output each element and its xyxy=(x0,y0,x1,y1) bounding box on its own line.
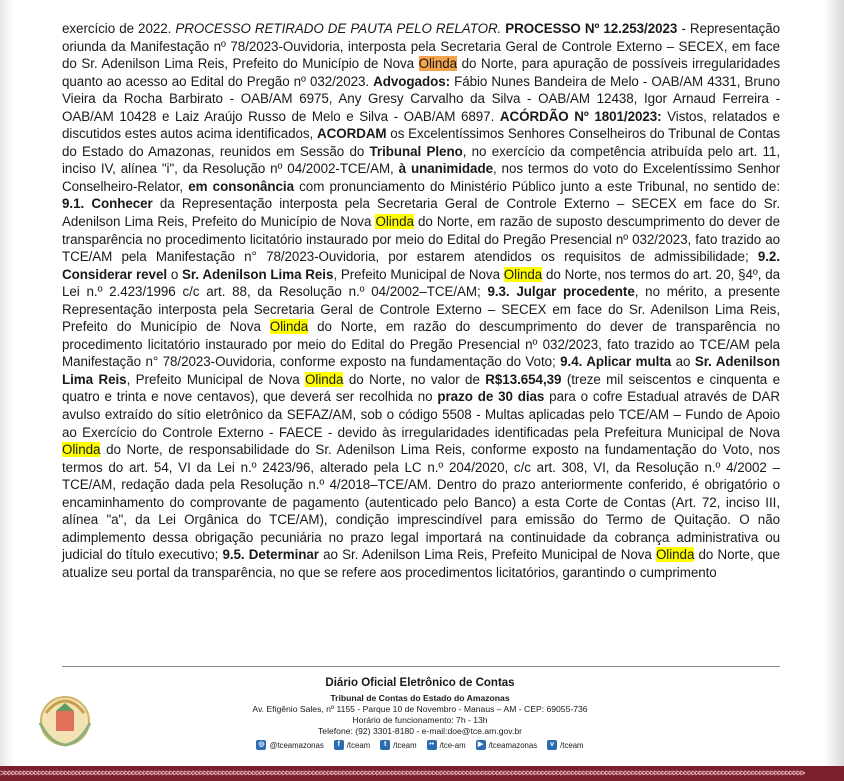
social-label: /tceam xyxy=(393,740,417,750)
text-segment: 9.2. Considerar revel xyxy=(62,249,780,282)
document-body xyxy=(62,20,780,582)
text-segment: Fábio Nunes Bandeira de Melo - OAB/AM 4331, Bruno Vieira da Rocha Barbirato - OAB/AM 6975, Any Gresy Carvalho da Silva - OAB/AM 12438, Igor Arnaud Ferreira - OAB/AM 10428 e Laiz Araújo Russo de Melo e Silva - OAB/AM 6897. xyxy=(62,73,781,124)
text-segment: Olinda xyxy=(269,319,309,335)
text-segment: para o cofre Estadual através de DAR avulso extraído do sítio eletrônico da SEFAZ/AM, sob o código 5508 - Multas aplicadas pelo TCE/AM – Fundo de Apoio ao Exercício do Controle Externo - FAECE - devido às irregularidades identificadas pela Prefeitura Municipal de Nova xyxy=(62,389,780,440)
text-segment: do Norte, em razão de suposto descumprimento do dever de transparência no procedimento licitatório instaurado por meio do Edital do Pregão Presencial nº 032/2023, fato trazido ao TCE/AM pela Manifestação n° 78/2023-Ouvidoria, por estarem atendidos os requisitos de admissibilidade; xyxy=(62,214,780,265)
flickr-icon: •• xyxy=(427,740,437,750)
text-segment: Vistos, relatados e discutidos estes autos acima identificados, xyxy=(62,108,780,142)
text-segment: os Excelentíssimos Senhores Conselheiros do Tribunal de Contas do Estado do Amazonas, reunidos em Sessão do xyxy=(62,126,780,159)
text-segment: , no mérito, a presente Representação interposta pela Secretaria Geral de Controle Externo – SECEX em face do Sr. Adenilson Lima Reis, Prefeito do Município de Nova xyxy=(62,284,780,335)
text-segment: do Norte, de responsabilidade do Sr. Adenilson Lima Reis, conforme exposto na fundamentação do Voto, nos termos do art. 54, VI da Lei n.º 2423/96, alterado pela LC n.º 204/2020, c/c art. 308, VI, da Resolução n.º 4/2002 – TCE/AM, redação dada pela Resolução n.º 4/2018–TCE/AM. Dentro do prazo anteriormente conferido, é obrigatório o encaminhamento do comprovante de pagamento (autenticado pelo Banco) a esta Corte de Contas (Art. 72, inciso III, alínea "a", da Lei Orgânica do TCE/AM), condição imprescindível para emissão do Termo de Quitação. O não adimplemento dessa obrigação pecuniária no prazo legal importará na continuidade da cobrança administrativa ou judicial do título executivo; xyxy=(62,442,780,563)
text-segment: Sr. Adenilson Lima Reis xyxy=(62,354,780,387)
text-segment: ao xyxy=(671,354,695,370)
text-segment: ACÓRDÃO Nº 1801/2023: xyxy=(499,108,662,124)
text-segment: , Prefeito Municipal de Nova xyxy=(126,371,306,387)
text-segment: PROCESSO RETIRADO DE PAUTA PELO RELATOR. xyxy=(175,21,502,36)
social-label: @tceamazonas xyxy=(269,740,324,750)
text-segment: (treze mil seiscentos e cinquenta e quatro e trinta e nove centavos), que deverá ser recolhida no xyxy=(62,371,780,405)
text-segment: do Norte, no valor de xyxy=(343,371,486,387)
social-link[interactable] xyxy=(256,740,323,750)
text-segment: , Prefeito Municipal de Nova xyxy=(333,266,504,282)
footer-contact: Telefone: (92) 3301-8180 - e-mail:doe@tce.am.gov.br xyxy=(318,726,522,736)
text-segment: 9.4. Aplicar multa xyxy=(560,354,672,370)
social-label: /tceam xyxy=(346,740,371,750)
text-segment: Sr. Adenilson Lima Reis xyxy=(182,266,334,282)
text-segment: da Representação interposta pela Secretaria Geral de Controle Externo – SECEX em face do Sr. Adenilson Lima Reis, Prefeito do Município de Nova xyxy=(62,196,780,230)
social-links xyxy=(210,740,630,750)
footer-address: Av. Efigênio Sales, nº 1155 - Parque 10 de Novembro - Manaus – AM - CEP: 69055-736 xyxy=(252,704,588,714)
text-segment: 9.3. Julgar procedente xyxy=(487,284,635,300)
text-segment: do Norte, que atualize seu portal da transparência, no que se refere aos procedimentos licitatórios, garantindo o cumprimento xyxy=(62,547,780,580)
tce-seal-icon xyxy=(30,683,100,753)
footer-divider xyxy=(62,666,780,667)
text-segment: 9.1. Conhecer xyxy=(62,196,153,212)
footer xyxy=(210,677,630,750)
text-segment: do Norte, nos termos do art. 20, §4º, da Lei n.º 2.423/1996 c/c art. 88, da Resolução n.º 04/2002–TCE/AM; xyxy=(62,266,780,300)
footer-hours: Horário de funcionamento: 7h - 13h xyxy=(352,715,488,725)
footer-org: Tribunal de Contas do Estado do Amazonas xyxy=(330,693,510,703)
text-segment: Olinda xyxy=(305,371,344,387)
social-link[interactable] xyxy=(476,740,538,750)
social-label: /tceamazonas xyxy=(488,740,538,750)
text-segment: ao Sr. Adenilson Lima Reis, Prefeito Municipal de Nova xyxy=(318,547,656,563)
text-segment: , no exercício da competência atribuída pelo art. 11, inciso IV, alínea "i", da Resolução nº 04/2002-TCE/AM, xyxy=(62,143,780,177)
text-segment: R$13.654,39 xyxy=(485,371,562,387)
text-segment: ACORDAM xyxy=(316,126,387,142)
social-link[interactable] xyxy=(334,740,370,750)
page-shadow-right xyxy=(824,0,844,781)
text-segment: - Representação oriunda da Manifestação nº 78/2023-Ouvidoria, interposta pela Secretaria Geral de Controle Externo – SECEX, em face do Sr. Adenilson Lima Reis, Prefeito do Município de Nova xyxy=(62,21,780,72)
text-segment: com pronunciamento do Ministério Público junto a este Tribunal, no sentido de: xyxy=(293,178,780,194)
social-link[interactable] xyxy=(380,740,416,750)
social-link[interactable] xyxy=(547,740,583,750)
instagram-icon: ◎ xyxy=(258,741,265,748)
social-label: /tce-am xyxy=(439,740,466,750)
text-segment: exercício de 2022. xyxy=(62,21,176,36)
text-segment: Olinda xyxy=(375,214,414,230)
text-segment: Tribunal Pleno xyxy=(369,143,463,159)
bottom-decorative-band: >>>>>>>>>>>>>>>>>>>>>>>>>>>>>>>>>>>>>>>>>>>>>>>>>>>>>>>>>>>>>>>>>>>>>>>>>>>>>>>>>>>>>>>>>>>>>>>>>>>>>>>>>>>>>>>>>>>>>>>>>>>>>>>>>>>>>>>>>>>>>>>>>>>>>>>>>>>>>>>>>>>>>>>>>>>>>>>>>>>>>>>>>>>>>>>>>>>>>>>>>>>>>>>>>>>>>> xyxy=(0,766,844,781)
text-segment: Olinda xyxy=(655,547,695,563)
text-segment: à unanimidade xyxy=(398,161,493,177)
text-segment: em consonância xyxy=(188,178,294,194)
text-segment: Olinda xyxy=(62,442,101,458)
text-segment: Olinda xyxy=(503,266,543,282)
vimeo-icon: v xyxy=(547,740,557,750)
youtube-icon: ▶ xyxy=(476,740,486,750)
text-segment: 9.5. Determinar xyxy=(222,547,319,563)
text-segment: do Norte, em razão do descumprimento do dever de transparência no procedimento licitatório instaurado por meio do Edital do Pregão Presencial nº 032/2023, fato trazido ao TCE/AM pela Manifestação n° 78/2023-Ouvidoria, conforme exposto na fundamentação do Voto; xyxy=(62,319,780,370)
text-segment: PROCESSO Nº 12.253/2023 xyxy=(505,21,678,36)
page-shadow-left xyxy=(0,0,14,781)
social-link[interactable] xyxy=(427,740,466,750)
text-segment: prazo de 30 dias xyxy=(437,389,545,405)
social-label: /tceam xyxy=(560,740,584,750)
text-segment: , nos termos do voto do Excelentíssimo Senhor Conselheiro-Relator, xyxy=(62,161,780,194)
text-segment: Olinda xyxy=(418,56,458,72)
twitter-icon: t xyxy=(380,740,390,750)
text-segment: Advogados: xyxy=(373,73,451,89)
text-segment: o xyxy=(167,266,183,282)
facebook-icon: f xyxy=(334,740,344,750)
text-segment: do Norte, para apuração de possíveis irregularidades quanto ao acesso ao Edital do Pregão nº 032/2023. xyxy=(62,56,780,89)
footer-title: Diário Oficial Eletrônico de Contas xyxy=(325,677,515,689)
